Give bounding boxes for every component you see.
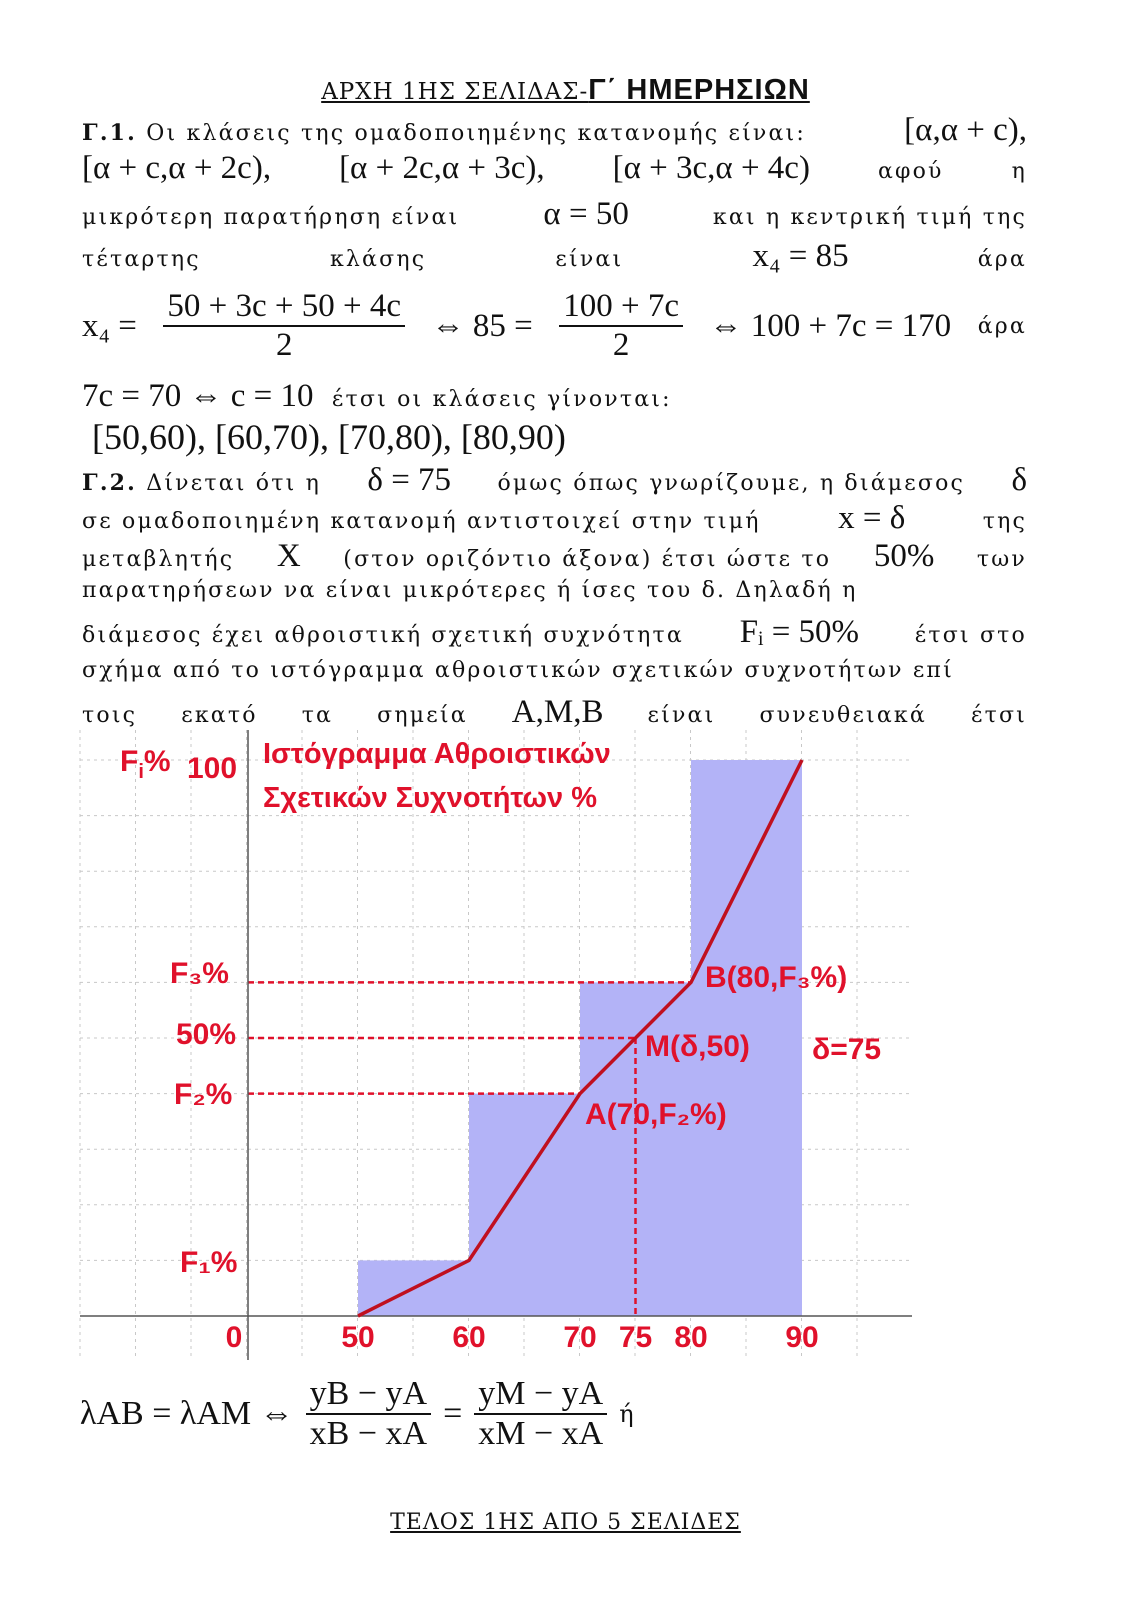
g2-math: x = δ <box>838 500 906 536</box>
g2-math: X <box>276 538 301 574</box>
g2-math: Fᵢ = 50% <box>739 614 860 650</box>
g1-math: [α + 3c,α + 4c) <box>612 150 810 186</box>
x-tick-label: 90 <box>785 1321 819 1354</box>
g2-math: 50% <box>873 538 935 574</box>
formula-f1-den: xB − xA <box>309 1415 428 1452</box>
g1-word: τέταρτης <box>82 247 201 272</box>
y-tick-f2: F₂% <box>174 1078 233 1111</box>
formula-f1-num: yB − yA <box>306 1375 431 1415</box>
eq-f1-num: 50 + 3c + 50 + 4c <box>163 288 405 327</box>
g2-math: A,M,B <box>511 694 604 730</box>
formula-eq: = <box>443 1395 463 1432</box>
g1-math: [α + c,α + 2c), <box>82 150 272 186</box>
g1-label: Γ.1. <box>82 120 138 146</box>
chart-x-ticks <box>226 1321 819 1354</box>
g1-text: Οι κλάσεις της ομαδοποιημένης κατανομής είναι: <box>146 121 806 146</box>
histogram-bar <box>469 1094 580 1316</box>
x-tick-label: 80 <box>674 1321 708 1354</box>
chart-title-line2: Σχετικών Συχνοτήτων % <box>263 782 598 814</box>
g1-word: αφού <box>877 159 944 184</box>
x-tick-label: 60 <box>452 1321 486 1354</box>
point-a-label: A(70,F₂%) <box>585 1098 727 1131</box>
g2-text: έτσι στο <box>914 623 1027 648</box>
g1-text: και η κεντρική τιμή της <box>712 205 1027 230</box>
y-tick-f3: F₃% <box>170 957 229 990</box>
chart-title-line1: Ιστόγραμμα Αθροιστικών <box>263 738 611 770</box>
x-tick-label: 70 <box>563 1321 597 1354</box>
eq-f1-den: 2 <box>275 327 293 363</box>
eq-f2-den: 2 <box>612 327 630 363</box>
eq-mid: ⇔ 85 = <box>431 307 533 344</box>
x-tick-label: 75 <box>618 1321 653 1354</box>
slope-formula <box>80 1375 634 1453</box>
point-m-label: M(δ,50) <box>645 1030 750 1063</box>
x-tick-label: 0 <box>225 1321 243 1354</box>
formula-fraction-1 <box>306 1375 431 1453</box>
g2-math: δ = 75 <box>367 462 452 498</box>
g1-math: x₄ = 85 <box>752 238 849 274</box>
page-footer: ΤΕΛΟΣ 1ΗΣ ΑΠΟ 5 ΣΕΛΙΔΕΣ <box>390 1510 741 1535</box>
y-axis-label: $F_i\%$ <box>120 745 171 783</box>
g2-text: παρατηρήσεων να είναι μικρότερες ή ίσες του δ. Δηλαδή η <box>82 578 858 603</box>
g2-text: των <box>976 547 1027 572</box>
y-tick-50: 50% <box>176 1018 237 1051</box>
g1-text: έτσι οι κλάσεις γίνονται: <box>331 387 672 412</box>
g2-word: εκατό <box>181 703 258 728</box>
y-tick-f1: F₁% <box>180 1246 238 1279</box>
g1-math: α = 50 <box>543 196 629 232</box>
header-right: Γ΄ ΗΜΕΡΗΣΙΩΝ <box>588 74 810 106</box>
g1-word: κλάσης <box>329 247 427 272</box>
formula-f2-den: xM − xA <box>478 1415 604 1452</box>
g2-text: μεταβλητής <box>82 547 235 572</box>
g2-text: σχήμα από το ιστόγραμμα αθροιστικών σχετικών συχνοτήτων επί <box>82 658 954 683</box>
x-tick-label: 50 <box>341 1321 375 1354</box>
g2-word: τα <box>301 703 334 728</box>
g1-classes: [50,60), [60,70), [70,80), [80,90) <box>92 417 566 457</box>
formula-tail: ή <box>619 1400 634 1428</box>
formula-f2-num: yM − yA <box>474 1375 607 1415</box>
g1-math: [α,α + c), <box>904 112 1027 148</box>
g1-word: είναι <box>555 247 624 272</box>
eq-word: άρα <box>977 313 1027 339</box>
point-b-label: B(80,F₃%) <box>705 961 848 994</box>
g2-text: όμως όπως γνωρίζουμε, η διάμεσος <box>497 471 966 496</box>
g1-math: 7c = 70 ⇔ c = 10 <box>82 378 314 414</box>
eq-f2-num: 100 + 7c <box>559 288 683 327</box>
g2-text: (στον οριζόντιο άξονα) έτσι ώστε το <box>343 547 832 572</box>
formula-fraction-2 <box>474 1375 607 1453</box>
g2-label: Γ.2. <box>82 470 138 496</box>
g1-math: [α + 2c,α + 3c), <box>339 150 545 186</box>
g2-word: σημεία <box>377 703 468 728</box>
g1-text: μικρότερη παρατήρηση είναι <box>82 205 460 230</box>
eq-lhs: x₄ = <box>82 307 137 344</box>
g2-text: Δίνεται ότι η <box>146 471 321 496</box>
g2-text: της <box>982 509 1027 534</box>
g1-word: άρα <box>977 247 1027 272</box>
g2-math: δ <box>1011 462 1027 498</box>
formula-lhs: λAB = λAM ⇔ <box>80 1395 294 1432</box>
g2-word: τοις <box>82 703 138 728</box>
g2-word: είναι <box>647 703 716 728</box>
g2-text: διάμεσος έχει αθροιστική σχετική συχνότητα <box>82 623 684 648</box>
header-left: ΑΡΧΗ 1ΗΣ ΣΕΛΙΔΑΣ- <box>321 79 589 105</box>
g2-word: έτσι <box>970 703 1027 728</box>
y-tick-100: 100 <box>187 752 238 785</box>
eq-rhs: ⇔ 100 + 7c = 170 <box>709 307 952 344</box>
g1-word: η <box>1011 159 1027 184</box>
g2-text: σε ομαδοποιημένη κατανομή αντιστοιχεί στην τιμή <box>82 509 761 534</box>
delta-note: δ=75 <box>812 1033 882 1066</box>
g2-word: συνευθειακά <box>759 703 927 728</box>
